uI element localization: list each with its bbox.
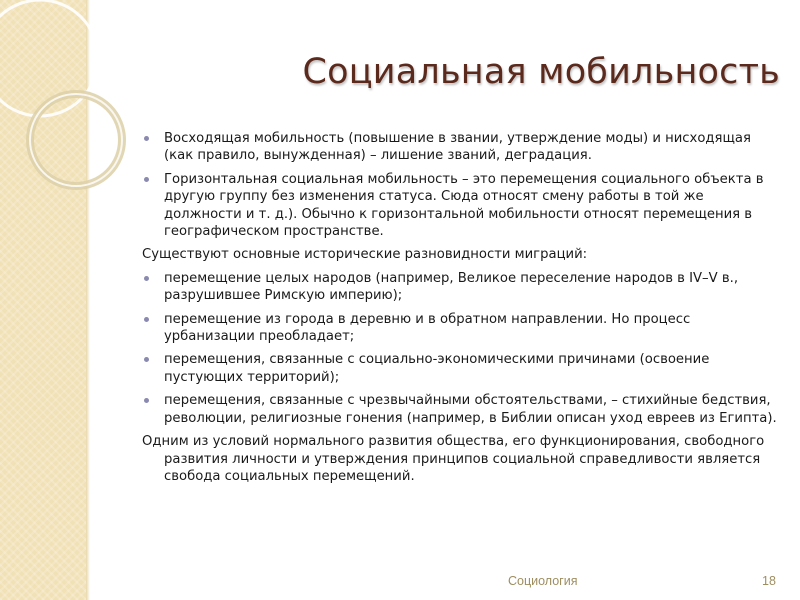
bullet-text: перемещение целых народов (например, Великое переселение народов в IV–V в., разрушившее Римскую империю); [164,270,739,304]
slide-title: Социальная мобильность [302,52,780,92]
bullet-item [142,311,778,346]
bullet-item [142,392,778,427]
small-circle-inner [30,94,122,186]
bullet-item [142,270,778,305]
bullet-dot-icon [142,270,164,305]
bullet-item [142,130,778,165]
footer-page-number: 18 [762,574,776,588]
bullet-dot-icon [142,130,164,165]
slide-content [142,130,778,491]
bullet-text: перемещения, связанные с чрезвычайными обстоятельствами, – стихийные бедствия, революции, религиозные гонения (например, в Библии описан уход евреев из Египта). [164,393,777,426]
bullet-dot-icon [142,171,164,241]
bullet-text: Горизонтальная социальная мобильность – это перемещения социального объекта в другую группу без изменения статуса. Сюда относят смену работы в той же должности и т. д.). Обычно к горизонтальной мобильности относят перемещения в географическом пространстве. [164,171,764,240]
paragraph: Одним из условий нормального развития общества, его функционирования, свободного развития личности и утверждения принципов социальной справедливости является свобода социальных перемещений. [142,434,765,484]
bullet-item [142,351,778,386]
paragraph: Существуют основные исторические разновидности миграций: [142,247,588,263]
decorative-circles [0,0,140,230]
bullet-dot-icon [142,351,164,386]
bullet-dot-icon [142,311,164,346]
bullet-dot-icon [142,392,164,427]
bullet-item [142,171,778,241]
bullet-text: перемещения, связанные с социально-экономическими причинами (освоение пустующих территорий); [164,352,710,385]
footer-subject: Социология [508,574,578,588]
bullet-text: Восходящая мобильность (повышение в звании, утверждение моды) и нисходящая (как правило, вынужденная) – лишение званий, деградация. [164,131,751,164]
bullet-text: перемещение из города в деревню и в обратном направлении. Но процесс урбанизации преобладает; [164,311,691,345]
